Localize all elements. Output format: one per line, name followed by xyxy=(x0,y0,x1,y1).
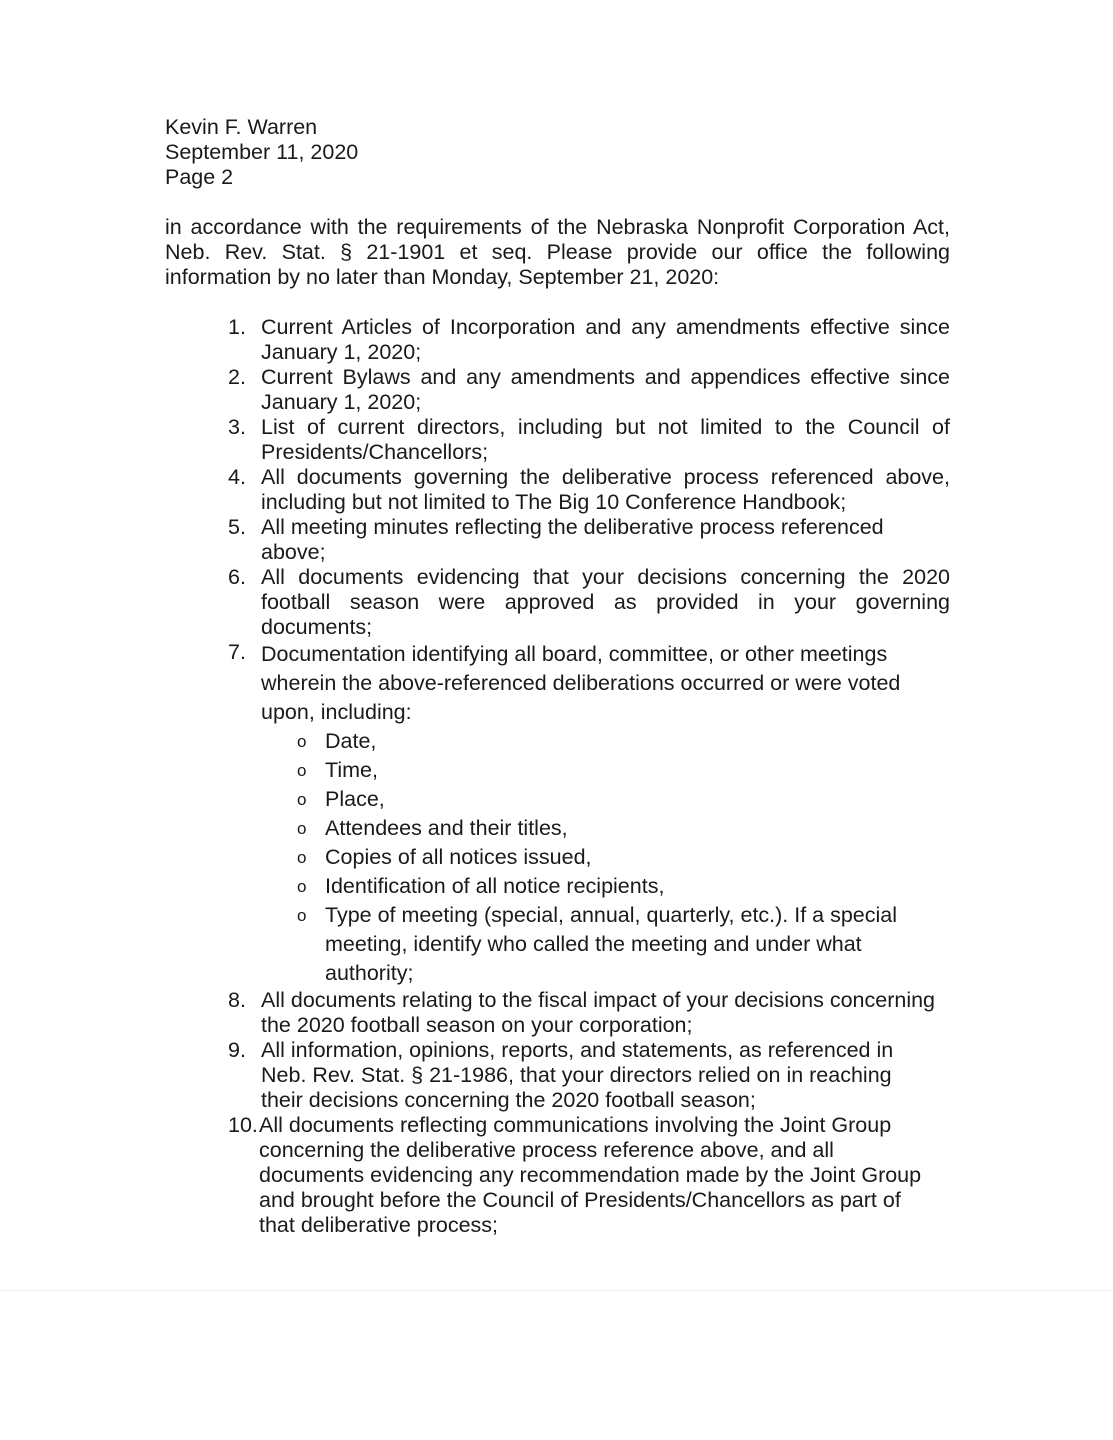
letter-date: September 11, 2020 xyxy=(165,140,359,164)
sub-list-item xyxy=(297,785,920,814)
item-number: 3. xyxy=(228,415,246,439)
sub-list-item xyxy=(297,901,920,988)
sub-list-item xyxy=(297,843,920,872)
item-number: 10. xyxy=(228,1113,258,1137)
item-number: 5. xyxy=(228,515,246,539)
list-item xyxy=(228,565,950,640)
list-item xyxy=(228,415,950,465)
circle-bullet-icon: o xyxy=(297,819,307,838)
list-item xyxy=(228,515,950,565)
item-number: 9. xyxy=(228,1038,246,1062)
sub-list-item xyxy=(297,756,920,785)
circle-bullet-icon: o xyxy=(297,790,307,809)
recipient-name: Kevin F. Warren xyxy=(165,115,318,139)
list-item xyxy=(228,465,950,515)
sub-item-text: Attendees and their titles, xyxy=(325,816,568,840)
list-item xyxy=(228,640,950,988)
sub-item-text: Identification of all notice recipients, xyxy=(325,874,665,898)
item-text: All meeting minutes reflecting the deliberative process referenced above; xyxy=(261,515,884,564)
sub-item-text: Place, xyxy=(325,787,385,811)
circle-bullet-icon: o xyxy=(297,761,307,780)
page-number: Page 2 xyxy=(165,165,234,189)
item-text: Current Bylaws and any amendments and appendices effective since January 1, 2020; xyxy=(261,365,950,414)
item-number: 6. xyxy=(228,565,246,589)
sub-item-text: Time, xyxy=(325,758,378,782)
item-text: List of current directors, including but not limited to the Council of Presidents/Chancellors; xyxy=(261,415,950,464)
sub-list-item xyxy=(297,814,920,843)
circle-bullet-icon: o xyxy=(297,848,307,867)
item-text: All information, opinions, reports, and statements, as referenced in Neb. Rev. Stat. § 21-1986, that your directors relied on in reaching their decisions concerning the 2020 football season; xyxy=(261,1038,894,1112)
item-number: 4. xyxy=(228,465,246,489)
item-text: All documents relating to the fiscal impact of your decisions concerning the 2020 football season on your corporation; xyxy=(261,988,936,1037)
sub-list-item xyxy=(297,727,920,756)
sub-item-text: Date, xyxy=(325,729,377,753)
item-number: 8. xyxy=(228,988,246,1012)
item-text: All documents evidencing that your decisions concerning the 2020 football season were approved as provided in your governing documents; xyxy=(261,565,950,639)
sub-list xyxy=(261,727,920,988)
item-text: All documents reflecting communications involving the Joint Group concerning the deliberative process reference above, and all documents evidencing any recommendation made by the Joint Group and brought before the Council of Presidents/Chancellors as part of that deliberative process; xyxy=(259,1113,922,1237)
sub-item-text: Copies of all notices issued, xyxy=(325,845,592,869)
sub-item-text: Type of meeting (special, annual, quarterly, etc.). If a special meeting, identify who called the meeting and under what authority; xyxy=(325,903,898,985)
item-number: 1. xyxy=(228,315,246,339)
item-body xyxy=(261,640,950,988)
item-text: All documents governing the deliberative process referenced above, including but not limited to The Big 10 Conference Handbook; xyxy=(261,465,950,514)
item-number: 2. xyxy=(228,365,246,389)
letter-header xyxy=(165,115,565,190)
list-item xyxy=(228,988,950,1038)
list-item xyxy=(228,1113,950,1238)
item-text: Documentation identifying all board, committee, or other meetings wherein the above-referenced deliberations occurred or were voted upon, including: xyxy=(261,642,901,724)
item-text: Current Articles of Incorporation and any amendments effective since January 1, 2020; xyxy=(261,315,950,364)
sub-list-item xyxy=(297,872,920,901)
list-item xyxy=(228,365,950,415)
list-item xyxy=(228,315,950,365)
request-list xyxy=(228,315,950,1238)
intro-paragraph: in accordance with the requirements of the Nebraska Nonprofit Corporation Act, Neb. Rev. Stat. § 21-1901 et seq. Please provide our office the following information by no later than Monday, September 21, 2020: xyxy=(165,215,950,289)
circle-bullet-icon: o xyxy=(297,877,307,896)
circle-bullet-icon: o xyxy=(297,906,307,925)
item-number: 7. xyxy=(228,640,246,664)
scan-artifact-line xyxy=(0,1290,1113,1291)
list-item xyxy=(228,1038,950,1113)
circle-bullet-icon: o xyxy=(297,732,307,751)
